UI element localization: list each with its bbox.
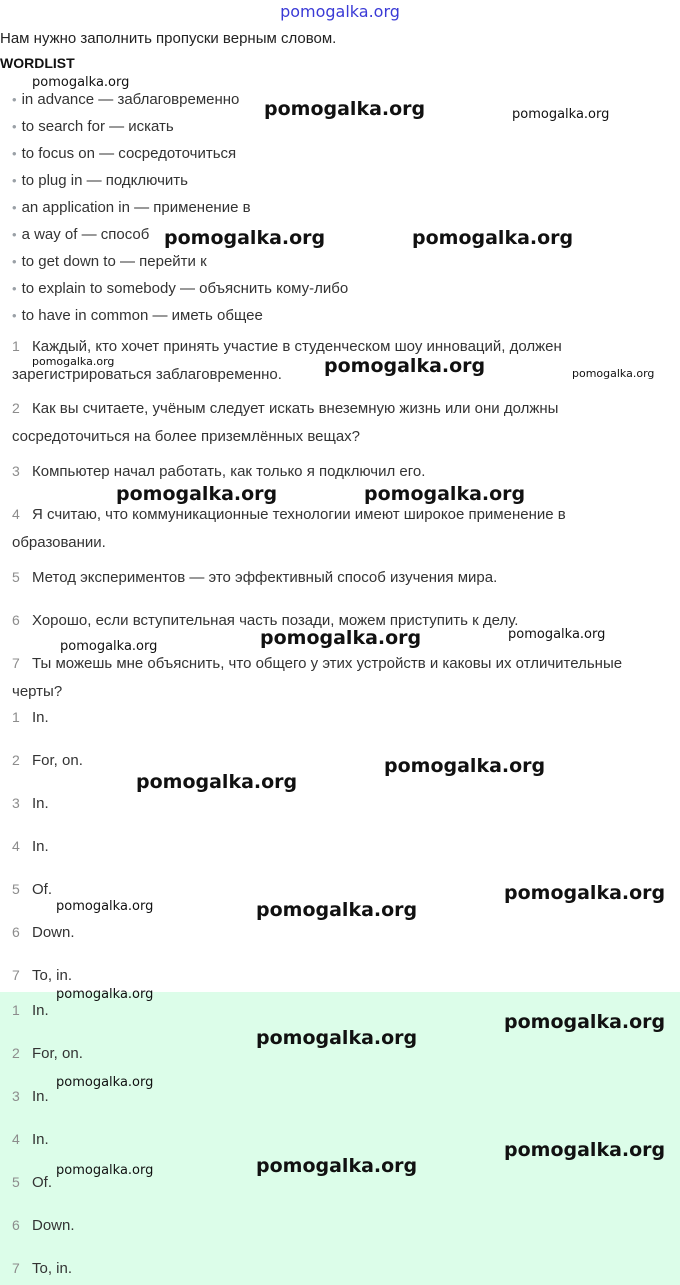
bullet-icon: • bbox=[12, 119, 17, 134]
sentence-2: 2 Как вы считаете, учёным следует искать внеземную жизнь или они должны сосредоточиться на более приземлённых вещах? bbox=[12, 394, 670, 451]
watermark: pomogalka.org bbox=[412, 227, 574, 249]
watermark: pomogalka.org bbox=[32, 75, 130, 90]
bullet-icon: • bbox=[12, 254, 17, 269]
wordlist bbox=[12, 89, 348, 332]
watermark: pomogalka.org bbox=[116, 483, 278, 505]
watermark: pomogalka.org bbox=[260, 627, 422, 649]
watermark: pomogalka.org bbox=[56, 1163, 154, 1178]
bullet-icon: • bbox=[12, 227, 17, 242]
sentence-number: 2 bbox=[12, 400, 20, 416]
watermark: pomogalka.org bbox=[256, 1155, 418, 1177]
watermark: pomogalka.org bbox=[256, 899, 418, 921]
sentence-1: 1 Каждый, кто хочет принять участие в студенческом шоу инноваций, должен зарегистрироваться заблаговременно. bbox=[12, 332, 670, 389]
sentence-number: 5 bbox=[12, 569, 20, 585]
highlight-answer-5: 5 Of. bbox=[12, 1174, 53, 1191]
sentence-number: 4 bbox=[12, 506, 20, 522]
highlight-answer-6: 6 Down. bbox=[12, 1217, 75, 1234]
watermark: pomogalka.org bbox=[164, 227, 326, 249]
watermark: pomogalka.org bbox=[256, 1027, 418, 1049]
bullet-icon: • bbox=[12, 92, 17, 107]
sentence-number: 1 bbox=[12, 338, 20, 354]
highlight-answer-2: 2 For, on. bbox=[12, 1045, 83, 1062]
watermark: pomogalka.org bbox=[136, 771, 298, 793]
sentence-4: 4 Я считаю, что коммуникационные технологии имеют широкое применение в образовании. bbox=[12, 500, 670, 557]
wordlist-item: • an application in — применение в bbox=[12, 199, 251, 216]
bullet-icon: • bbox=[12, 308, 17, 323]
watermark: pomogalka.org bbox=[572, 367, 655, 380]
watermark: pomogalka.org bbox=[32, 355, 115, 368]
task-instruction: Нам нужно заполнить пропуски верным словом. bbox=[0, 30, 337, 47]
wordlist-item: • in advance — заблаговременно bbox=[12, 91, 240, 108]
sentence-5: 5 Метод экспериментов — это эффективный способ изучения мира. bbox=[12, 563, 670, 592]
watermark: pomogalka.org bbox=[56, 899, 154, 914]
highlight-answer-7: 7 To, in. bbox=[12, 1260, 73, 1277]
watermark: pomogalka.org bbox=[384, 755, 546, 777]
answer-6: 6 Down. bbox=[12, 924, 75, 941]
sentence-number: 6 bbox=[12, 612, 20, 628]
watermark: pomogalka.org bbox=[504, 1139, 666, 1161]
highlight-answer-4: 4 In. bbox=[12, 1131, 49, 1148]
sentence-7: 7 Ты можешь мне объяснить, что общего у этих устройств и каковы их отличительные черты? bbox=[12, 649, 670, 706]
watermark: pomogalka.org bbox=[512, 107, 610, 122]
watermark: pomogalka.org bbox=[56, 987, 154, 1002]
answer-1: 1 In. bbox=[12, 709, 49, 726]
bullet-icon: • bbox=[12, 200, 17, 215]
wordlist-item: • to explain to somebody — объяснить кому-либо bbox=[12, 280, 349, 297]
wordlist-title: WORDLIST bbox=[0, 55, 75, 71]
answer-5: 5 Of. bbox=[12, 881, 53, 898]
bullet-icon: • bbox=[12, 146, 17, 161]
answer-2: 2 For, on. bbox=[12, 752, 83, 769]
answer-7: 7 To, in. bbox=[12, 967, 73, 984]
watermark: pomogalka.org bbox=[56, 1075, 154, 1090]
watermark: pomogalka.org bbox=[504, 882, 666, 904]
answer-4: 4 In. bbox=[12, 838, 49, 855]
highlight-answer-1: 1 In. bbox=[12, 1002, 49, 1019]
highlight-answer-3: 3 In. bbox=[12, 1088, 49, 1105]
wordlist-item: • to have in common — иметь общее bbox=[12, 307, 263, 324]
wordlist-item: • to search for — искать bbox=[12, 118, 174, 135]
bullet-icon: • bbox=[12, 173, 17, 188]
watermark: pomogalka.org bbox=[264, 98, 426, 120]
site-header-link[interactable]: pomogalka.org bbox=[280, 2, 400, 21]
sentence-number: 7 bbox=[12, 655, 20, 671]
wordlist-item: • a way of — способ bbox=[12, 226, 150, 243]
wordlist-item: • to plug in — подключить bbox=[12, 172, 188, 189]
sentence-6: 6 Хорошо, если вступительная часть позади, можем приступить к делу. bbox=[12, 606, 670, 635]
watermark: pomogalka.org bbox=[364, 483, 526, 505]
sentence-number: 3 bbox=[12, 463, 20, 479]
watermark: pomogalka.org bbox=[508, 627, 606, 642]
wordlist-item: • to focus on — сосредоточиться bbox=[12, 145, 237, 162]
wordlist-item: • to get down to — перейти к bbox=[12, 253, 207, 270]
answer-3: 3 In. bbox=[12, 795, 49, 812]
watermark: pomogalka.org bbox=[324, 355, 486, 377]
watermark: pomogalka.org bbox=[60, 639, 158, 654]
sentence-3: 3 Компьютер начал работать, как только я подключил его. bbox=[12, 457, 670, 486]
bullet-icon: • bbox=[12, 281, 17, 296]
watermark: pomogalka.org bbox=[504, 1011, 666, 1033]
